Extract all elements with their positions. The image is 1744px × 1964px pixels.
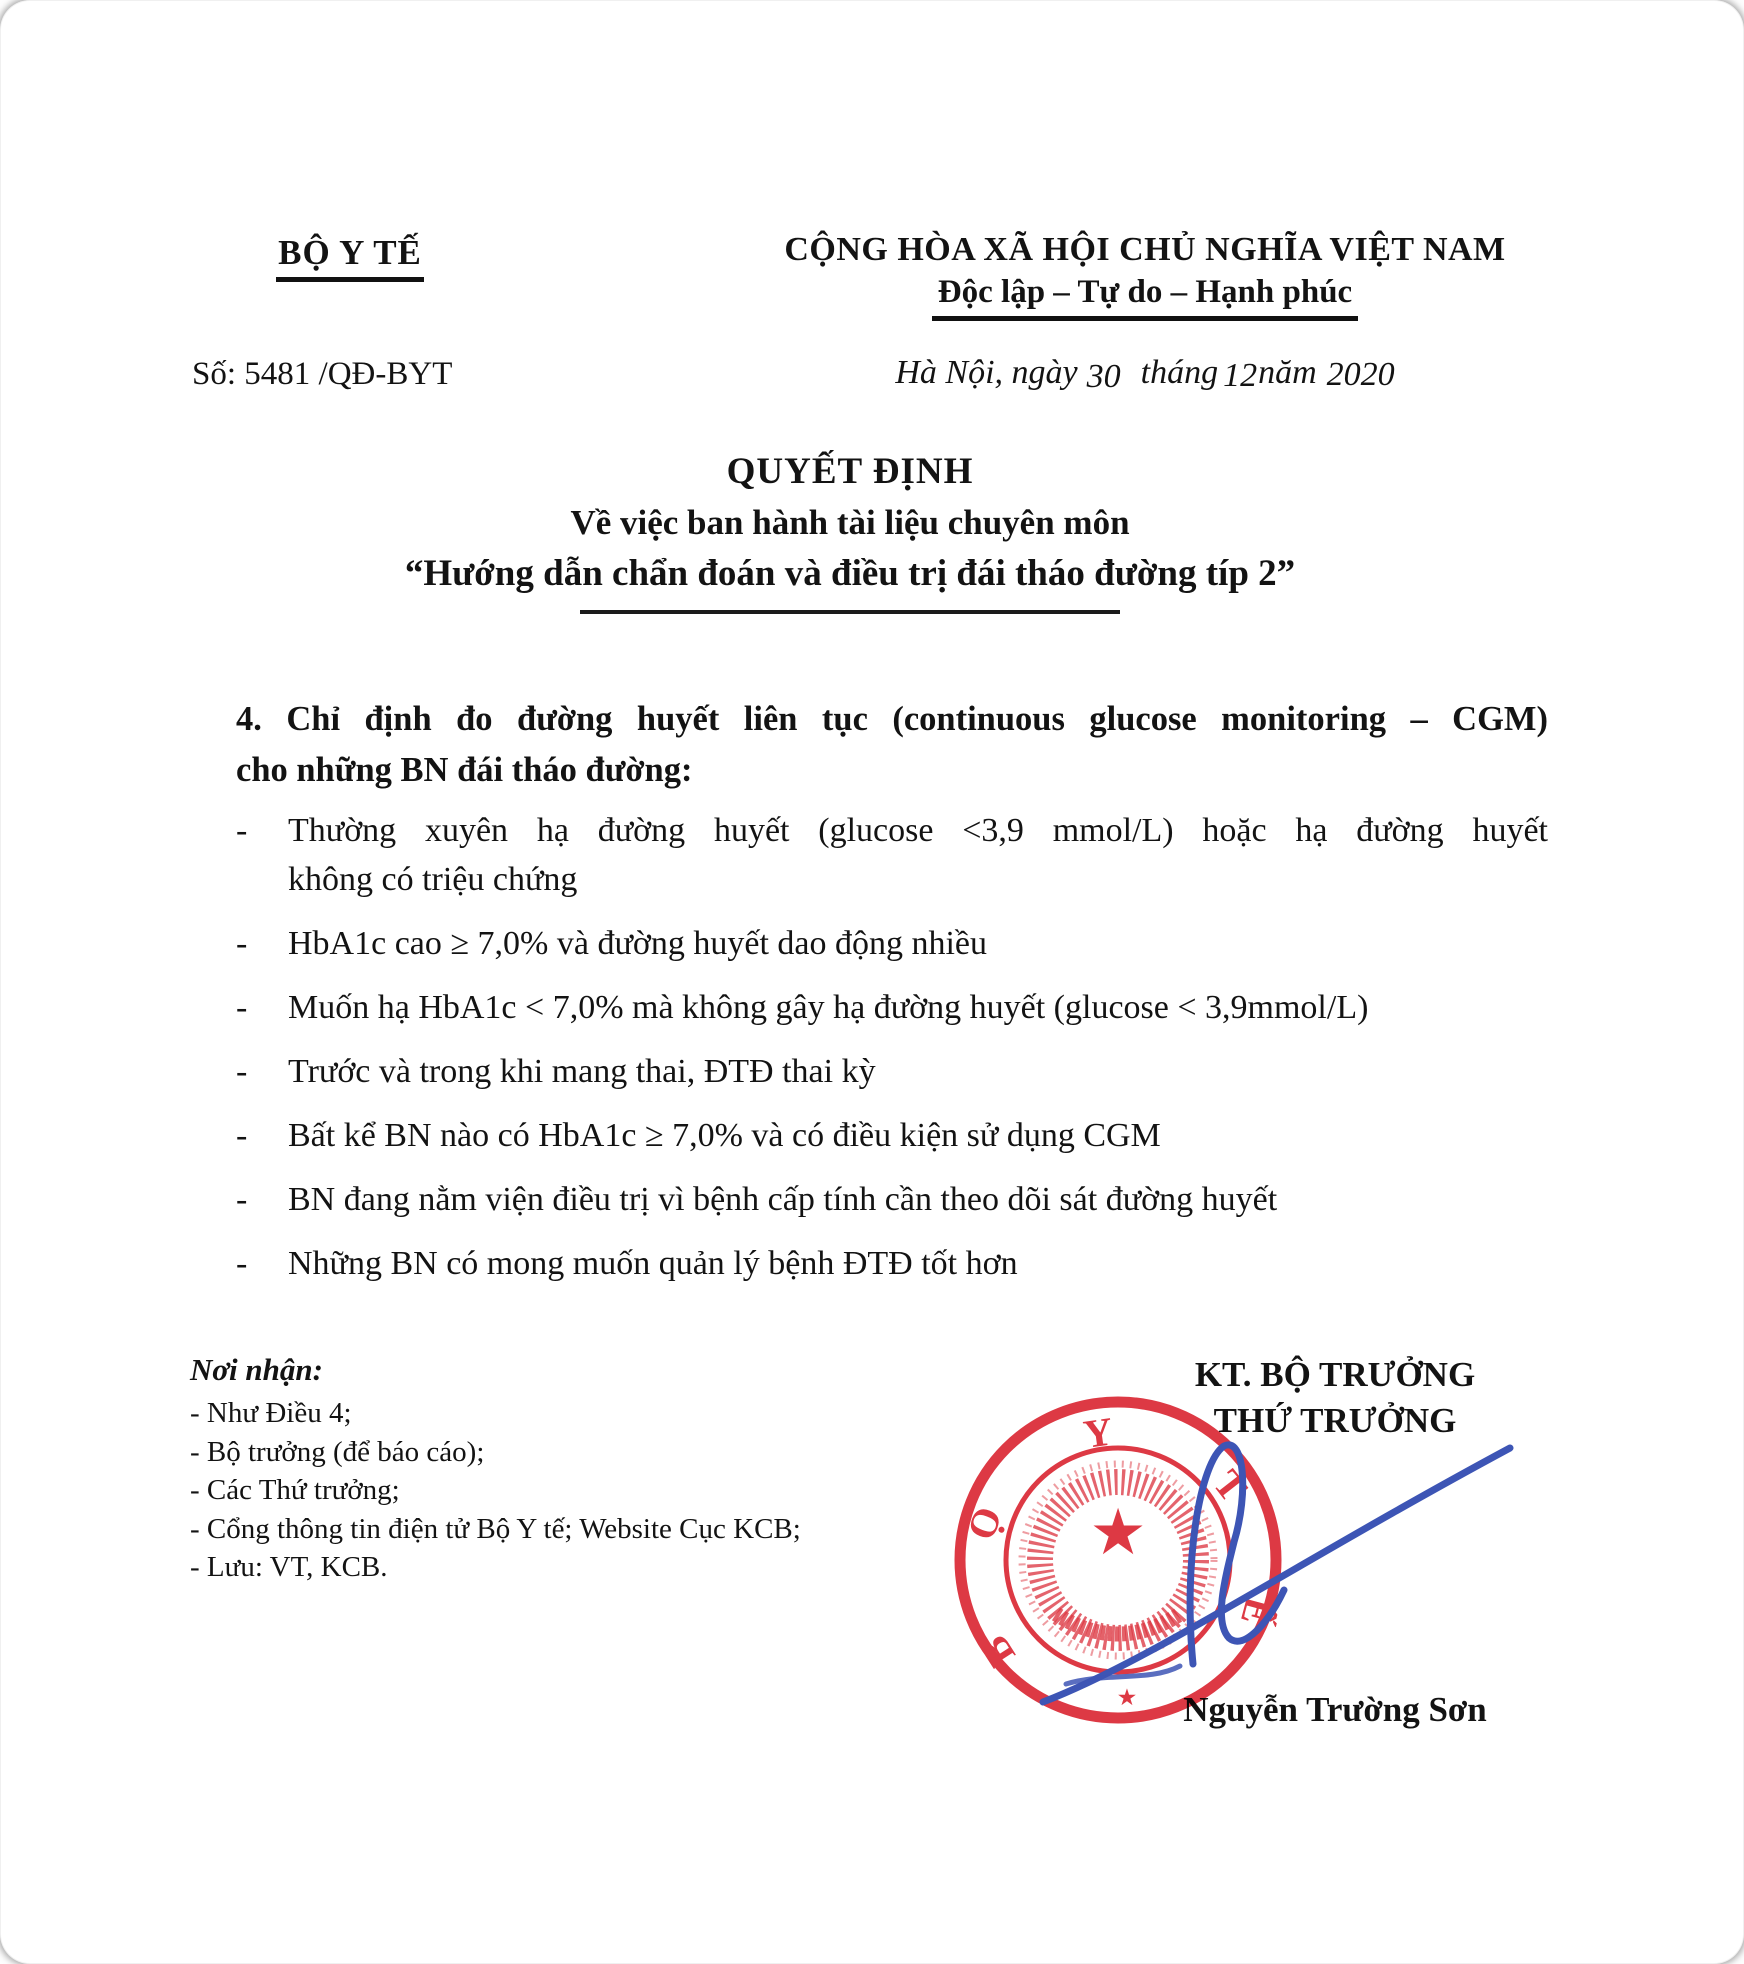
document-number-label: Số: (192, 356, 237, 392)
document-number (192, 356, 452, 393)
date-month-word: tháng (1140, 354, 1219, 391)
seal-bottom-star-icon: ★ (1118, 1687, 1136, 1709)
bullet-text (288, 806, 1548, 904)
bullet-dash: - (236, 925, 248, 962)
bullet-text: Muốn hạ HbA1c < 7,0% mà không gây hạ đường huyết (glucose < 3,9mmol/L) (288, 989, 1369, 1026)
recipients-block (190, 1352, 970, 1587)
recipients-title: Nơi nhận: (190, 1352, 323, 1387)
bullet-dash: - (236, 1181, 248, 1218)
list-item (236, 1239, 1548, 1288)
title-line1: QUYẾT ĐỊNH (726, 451, 974, 492)
list-item (236, 1111, 1548, 1160)
bullet-text: Bất kể BN nào có HbA1c ≥ 7,0% và có điều kiện sử dụng CGM (288, 1117, 1161, 1154)
signer-name: Nguyễn Trường Sơn (1183, 1690, 1487, 1729)
date-day: 30 (1086, 358, 1121, 395)
org-name: BỘ Y TẾ (276, 233, 424, 282)
bullet-text: Trước và trong khi mang thai, ĐTĐ thai kỳ (288, 1053, 876, 1090)
document-number-value: 5481 /QĐ-BYT (244, 356, 453, 392)
bullet-text: Những BN có mong muốn quản lý bệnh ĐTĐ tốt hơn (288, 1245, 1018, 1282)
recipient-item: - Các Thứ trưởng; (190, 1474, 400, 1506)
list-item (236, 806, 1548, 904)
bullet-dash: - (236, 989, 248, 1026)
bullet-list (236, 806, 1548, 1303)
section-heading-line2: cho những BN đái tháo đường: (236, 751, 693, 789)
signer-title-line1: KT. BỘ TRƯỞNG (1194, 1355, 1476, 1394)
section-heading-line1: 4. Chỉ định đo đường huyết liên tục (continuous glucose monitoring – CGM) (236, 700, 1548, 738)
bullet-dash: - (236, 812, 248, 849)
recipient-item: - Lưu: VT, KCB. (190, 1551, 388, 1583)
bullet-text: HbA1c cao ≥ 7,0% và đường huyết dao động nhiều (288, 925, 988, 962)
seal-letter: B (971, 1627, 1024, 1675)
signer-title (1075, 1352, 1595, 1444)
bullet-text: BN đang nằm viện điều trị vì bệnh cấp tính cần theo dõi sát đường huyết (288, 1181, 1278, 1218)
header-org-block (245, 233, 455, 282)
list-item (236, 1175, 1548, 1224)
nation-motto-line2: Độc lập – Tự do – Hạnh phúc (932, 274, 1358, 321)
list-item (236, 1047, 1548, 1096)
date-month: 12 (1223, 357, 1258, 394)
seal-letter: Ế (1231, 1592, 1283, 1631)
list-item (236, 983, 1548, 1032)
recipient-item: - Cổng thông tin điện tử Bộ Y tế; Website Cục KCB; (190, 1512, 801, 1545)
header-nation-block (730, 231, 1560, 321)
date-place: Hà Nội, ngày (895, 354, 1078, 391)
date-line (730, 354, 1560, 395)
date-year-word: năm (1258, 354, 1317, 391)
bullet-dash: - (236, 1053, 248, 1090)
bullet-line: Thường xuyên hạ đường huyết (glucose <3,9 mmol/L) hoặc hạ đường huyết (288, 812, 1548, 849)
title-line3: “Hướng dẫn chẩn đoán và điều trị đái tháo đường típ 2” (404, 553, 1296, 594)
list-item (236, 919, 1548, 968)
bullet-line: không có triệu chứng (288, 861, 578, 898)
handwritten-signature (1043, 1445, 1510, 1702)
title-line2: Về việc ban hành tài liệu chuyên môn (570, 503, 1130, 542)
seal-letter: Y (1080, 1408, 1116, 1457)
recipient-item: - Bộ trưởng (để báo cáo); (190, 1435, 485, 1468)
recipient-item: - Như Điều 4; (190, 1397, 352, 1429)
seal-letter: T (1204, 1461, 1257, 1511)
bullet-dash: - (236, 1245, 248, 1282)
bullet-dash: - (236, 1117, 248, 1154)
section-heading (236, 694, 1548, 796)
seal-star-icon: ★ (1089, 1497, 1147, 1568)
signer-title-line2: THỨ TRƯỞNG (1213, 1401, 1457, 1440)
seal-letter: Ộ (957, 1500, 1011, 1546)
title-block (72, 450, 1628, 595)
nation-motto-line1: CỘNG HÒA XÃ HỘI CHỦ NGHĨA VIỆT NAM (784, 231, 1506, 268)
date-year: 2020 (1326, 356, 1395, 393)
title-divider (580, 610, 1120, 614)
ministry-seal-icon (958, 1402, 1282, 1718)
